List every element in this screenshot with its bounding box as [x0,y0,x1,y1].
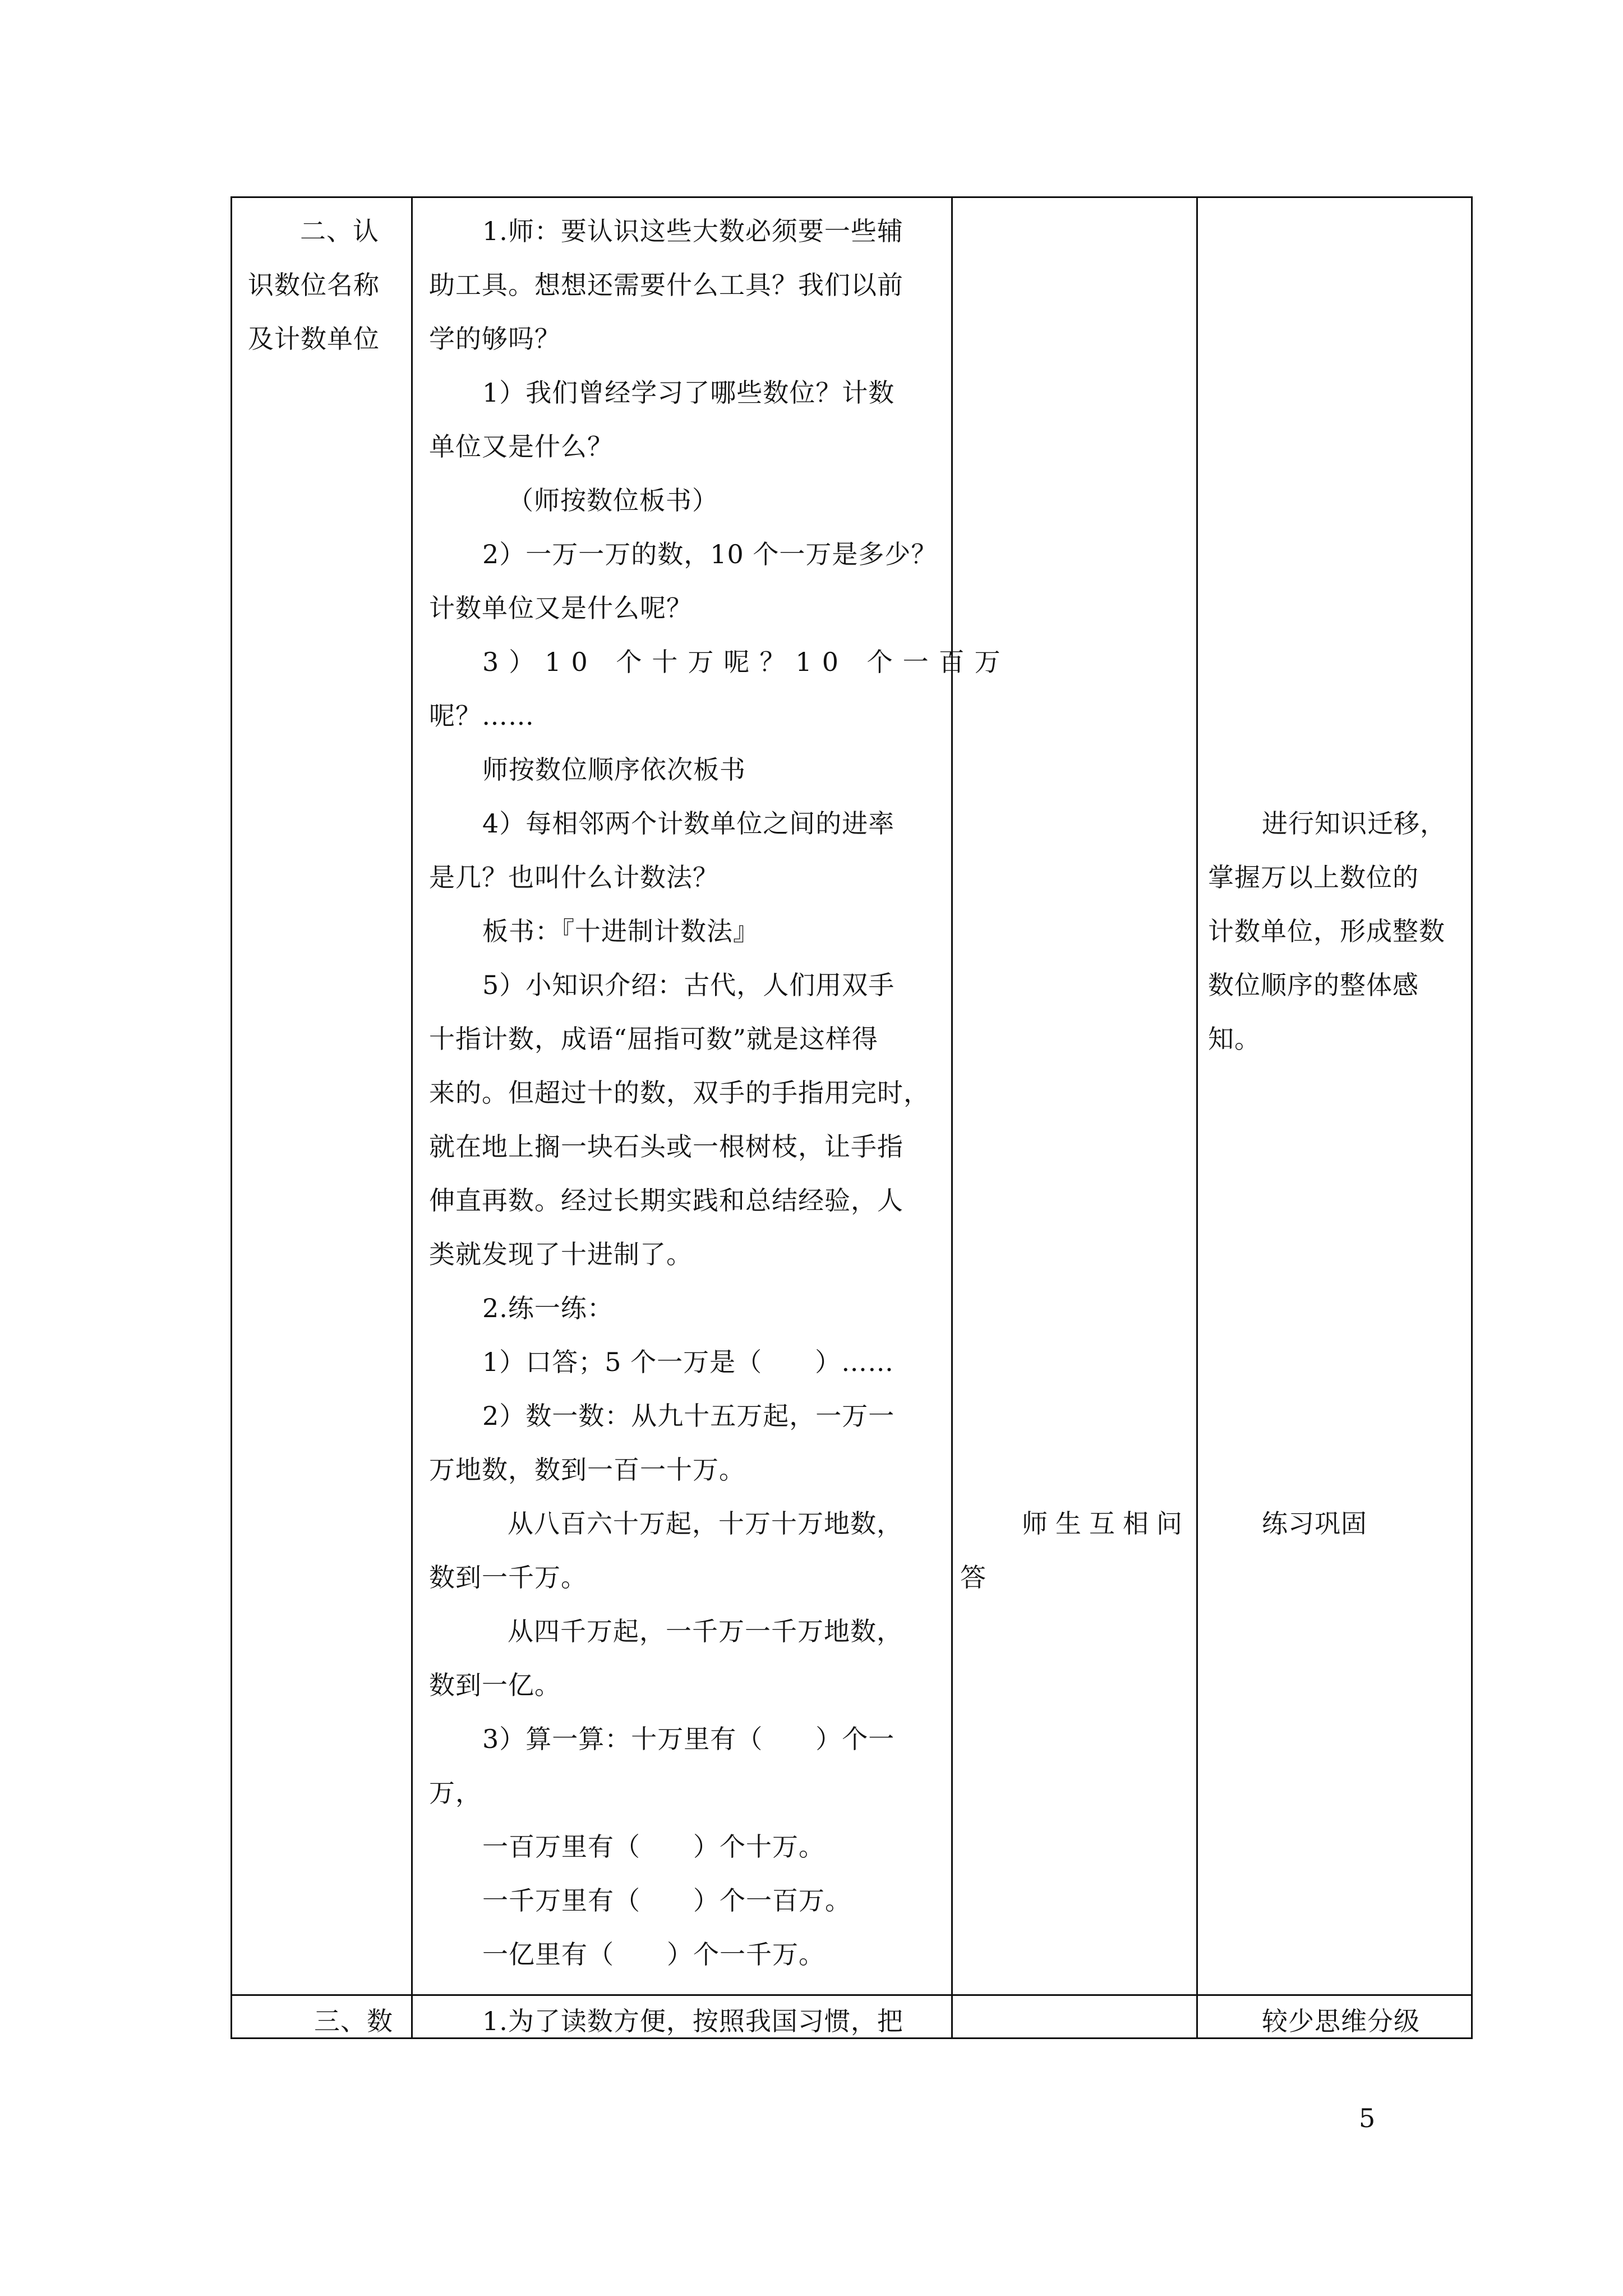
stage-title-text: 二、认 [300,216,379,246]
content-line: 1.为了读数方便，按照我国习惯，把 [482,2006,903,2036]
content-line: （师按数位板书） [508,485,718,516]
stage-title-line: 识数位名称 [248,270,380,300]
content-line: 十指计数，成语“屈指可数”就是这样得 [429,1024,879,1054]
content-line: 一亿里有（ ）个一千万。 [482,1939,825,1970]
page-number: 5 [1359,2103,1376,2133]
content-line: 5）小知识介绍：古代，人们用双手 [482,970,895,1000]
intent-line: 数位顺序的整体感 [1208,970,1419,1000]
content-line: 从四千万起，一千万一千万地数， [508,1616,903,1646]
table-border-left [230,196,232,2039]
content-line: 师按数位顺序依次板书 [482,754,746,785]
content-line: 2）数一数：从九十五万起，一万一 [482,1401,895,1431]
content-line: 类就发现了十进制了。 [429,1239,693,1269]
content-line: 2）一万一万的数，10 个一万是多少？ [482,539,938,569]
content-line: 一千万里有（ ）个一百万。 [482,1885,851,1916]
content-line: 从八百六十万起，十万十万地数， [508,1508,903,1539]
content-line: 计数单位又是什么呢？ [429,593,693,623]
stage-title-line: 及计数单位 [248,324,380,354]
activity-line: 师生互相问 [1022,1508,1190,1539]
intent-line: 进行知识迁移， [1262,808,1446,839]
content-line: 是几？也叫什么计数法？ [429,862,719,892]
content-line: 来的。但超过十的数，双手的手指用完时， [429,1078,930,1108]
content-line: 一百万里有（ ）个十万。 [482,1832,825,1862]
content-line: 学的够吗？ [429,324,561,354]
intent-line: 知。 [1208,1024,1261,1054]
content-line: 万， [429,1778,482,1808]
intent-line: 计数单位，形成整数 [1208,916,1445,946]
intent-line: 练习巩固 [1262,1508,1367,1539]
content-line: 1）口答；5 个一万是（ ）…… [482,1347,895,1377]
content-line: 数到一千万。 [429,1562,587,1593]
stage-title-line: 三、数 [314,2006,393,2036]
content-line: 伸直再数。经过长期实践和总结经验，人 [429,1185,903,1216]
content-line: 4）每相邻两个计数单位之间的进率 [482,808,895,839]
table-border-right [1471,196,1473,2039]
table-column-divider-1 [411,196,413,2039]
content-line: 就在地上搁一块石头或一根树枝，让手指 [429,1131,903,1162]
content-line: 1）我们曾经学习了哪些数位？计数 [482,378,895,408]
table-border-top [230,196,1473,198]
intent-line: 较少思维分级 [1262,2006,1420,2036]
content-line: 呢？…… [429,701,534,731]
intent-line: 掌握万以上数位的 [1208,862,1419,892]
content-line: 数到一亿。 [429,1670,561,1700]
content-line: 3）10 个十万呢？10 个一百万 [482,647,1011,677]
table-column-divider-3 [1196,196,1198,2039]
content-line: 1.师：要认识这些大数必须要一些辅 [482,216,903,246]
content-line: 3）算一算：十万里有（ ）个一 [482,1724,895,1754]
content-line: 助工具。想想还需要什么工具？我们以前 [429,270,903,300]
content-line: 板书：『十进制计数法』 [482,916,759,946]
content-line: 2.练一练： [482,1293,614,1323]
content-line: 单位又是什么？ [429,431,614,462]
content-line: 万地数，数到一百一十万。 [429,1455,745,1485]
stage-title-line [300,204,395,258]
activity-line: 答 [960,1562,986,1593]
